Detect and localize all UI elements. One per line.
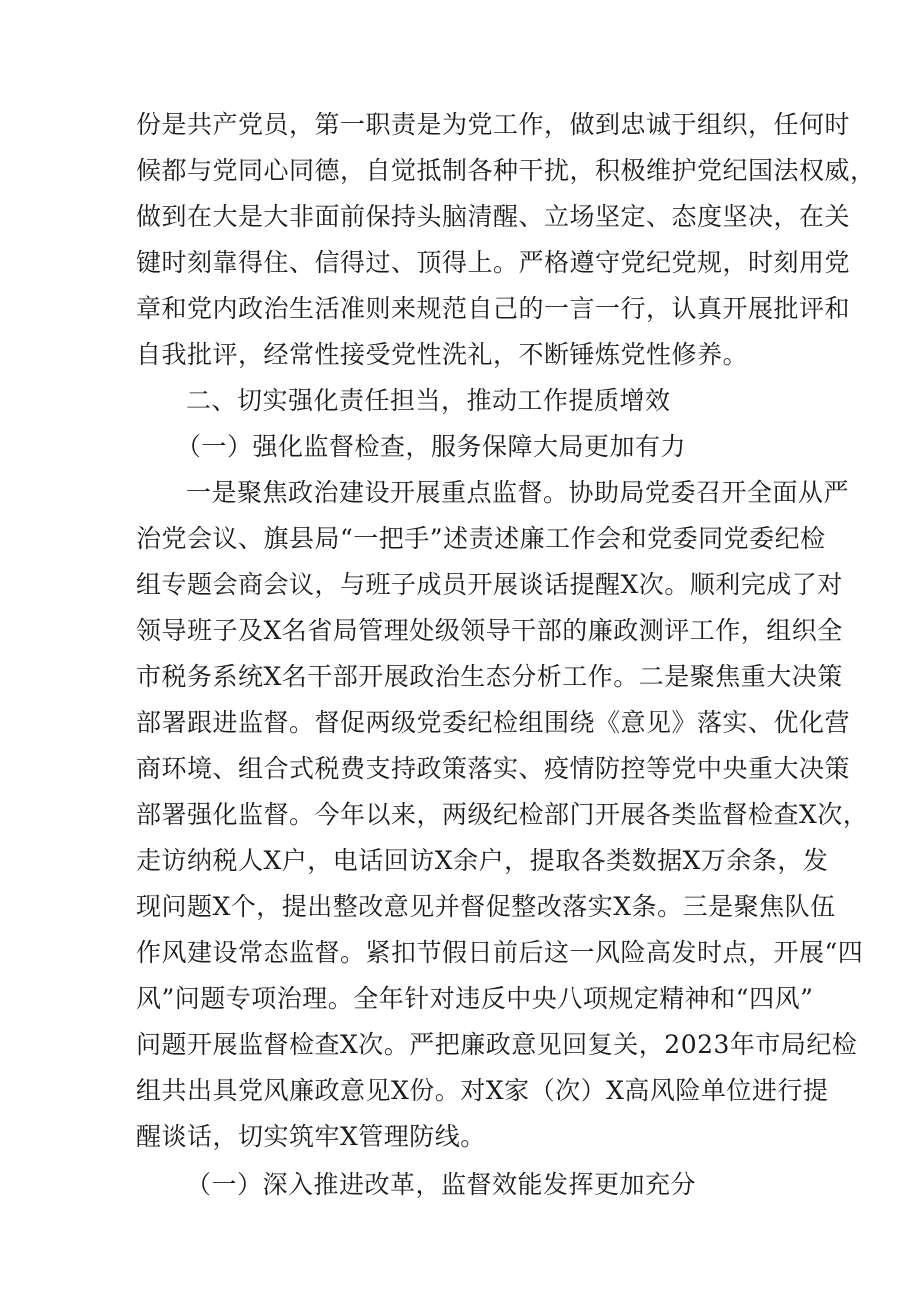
subsection-heading: （一）深入推进改革，监督效能发挥更加充分: [186, 1170, 697, 1199]
paragraph-line: 领导班子及X名省局管理处级领导干部的廉政测评工作，组织全: [136, 616, 843, 645]
paragraph-line: 组专题会商会议，与班子成员开展谈话提醒X次。顺利完成了对: [136, 570, 843, 599]
paragraph-line: 部署跟进监督。督促两级党委纪检组围绕《意见》落实、优化营: [136, 708, 851, 737]
paragraph-line: 键时刻靠得住、信得过、顶得上。严格遵守党纪党规，时刻用党: [136, 248, 851, 277]
paragraph-line: 走访纳税人X户，电话回访X余户，提取各类数据X万余条，发: [136, 846, 829, 875]
paragraph-line: 份是共产党员，第一职责是为党工作，做到忠诚于组织，任何时: [136, 110, 851, 139]
paragraph-line: 自我批评，经常性接受党性洗礼，不断锤炼党性修养。: [136, 340, 749, 369]
paragraph-line: 现问题X个，提出整改意见并督促整改落实X条。三是聚焦队伍: [136, 892, 836, 921]
paragraph-line: 组共出具党风廉政意见X份。对X家（次）X高风险单位进行提: [136, 1076, 829, 1105]
paragraph-line: 部署强化监督。今年以来，两级纪检部门开展各类监督检查X次，: [136, 800, 869, 829]
paragraph-line: 市税务系统X名干部开展政治生态分析工作。二是聚焦重大决策: [136, 662, 843, 691]
subsection-heading: （一）强化监督检查，服务保障大局更加有力: [176, 432, 687, 461]
paragraph-line: 做到在大是大非面前保持头脑清醒、立场坚定、态度坚决，在关: [136, 202, 851, 231]
paragraph-line: 候都与党同心同德，自觉抵制各种干扰，积极维护党纪国法权威，: [136, 156, 876, 185]
paragraph-line: 风”问题专项治理。全年针对违反中央八项规定精神和“四风”: [136, 984, 814, 1013]
paragraph-line: 商环境、组合式税费支持政策落实、疫情防控等党中央重大决策: [136, 754, 851, 783]
paragraph-line: 一是聚焦政治建设开展重点监督。协助局党委召开全面从严: [186, 478, 850, 507]
paragraph-line: 醒谈话，切实筑牢X管理防线。: [136, 1122, 486, 1151]
section-heading: 二、切实强化责任担当，推动工作提质增效: [186, 386, 671, 415]
paragraph-line: 问题开展监督检查X次。严把廉政意见回复关，2023年市局纪检: [136, 1030, 858, 1059]
paragraph-line: 作风建设常态监督。紧扣节假日前后这一风险高发时点，开展“四: [136, 938, 864, 967]
paragraph-line: 治党会议、旗县局“一把手”述责述廉工作会和党委同党委纪检: [136, 524, 826, 553]
paragraph-line: 章和党内政治生活准则来规范自己的一言一行，认真开展批评和: [136, 294, 851, 323]
